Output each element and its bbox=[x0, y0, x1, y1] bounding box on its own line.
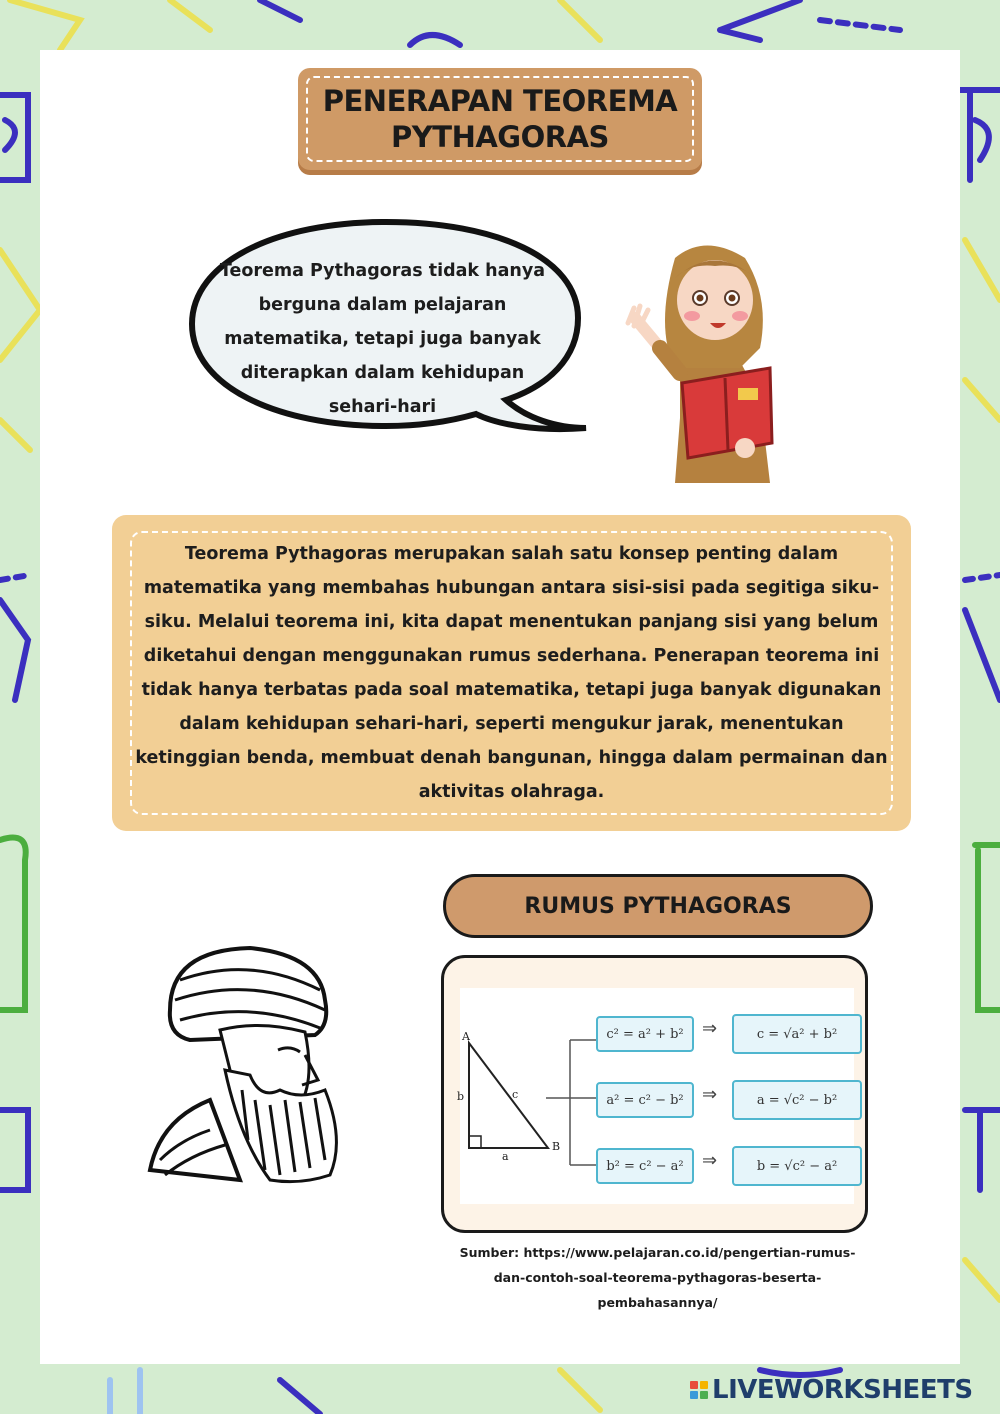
speech-bubble-text: Teorema Pythagoras tidak hanya berguna dalam pelajaran matematika, tetapi juga banyak diterapkan dalam kehidupan sehari-hari bbox=[219, 261, 546, 417]
formula-b-squared: b² = c² − a² bbox=[596, 1148, 694, 1184]
formula-a-squared: a² = c² − b² bbox=[596, 1082, 694, 1118]
source-citation: Sumber: https://www.pelajaran.co.id/pengertian-rumus-dan-contoh-soal-teorema-pythagoras-beserta-pembahasannya/ bbox=[459, 1245, 856, 1310]
formula-panel bbox=[457, 988, 854, 1204]
formula-c-root: c = √a² + b² bbox=[732, 1014, 862, 1054]
formula-card bbox=[441, 955, 868, 1233]
logo-square bbox=[690, 1381, 698, 1389]
logo-square bbox=[700, 1381, 708, 1389]
info-box bbox=[112, 515, 911, 831]
liveworksheets-icon bbox=[690, 1381, 708, 1399]
formula-b-root: b = √c² − a² bbox=[732, 1146, 862, 1186]
side-label-b: b bbox=[457, 1090, 465, 1103]
implies-arrow-icon: ⇒ bbox=[702, 1084, 718, 1105]
formula-c-squared: c² = a² + b² bbox=[596, 1016, 694, 1052]
formula-a-root: a = √c² − b² bbox=[732, 1080, 862, 1120]
info-text: Teorema Pythagoras merupakan salah satu konsep penting dalam matematika yang membahas hubungan antara sisi-sisi pada segitiga siku-siku. Melalui teorema ini, kita dapat menentukan panjang sisi yang belum diketahui dengan menggunakan rumus sederhana. Penerapan teorema ini tidak hanya terbatas pada soal matematika, tetapi juga banyak digunakan dalam kehidupan sehari-hari, seperti mengukur jarak, menentukan ketinggian benda, membuat denah bangunan, hingga dalam permainan dan aktivitas olahraga. bbox=[135, 544, 888, 802]
rumus-header: RUMUS PYTHAGORAS bbox=[443, 874, 873, 938]
logo-square bbox=[690, 1391, 698, 1399]
pythagoras-portrait bbox=[130, 940, 360, 1190]
teacher-illustration bbox=[620, 238, 790, 488]
logo-square bbox=[700, 1391, 708, 1399]
implies-arrow-icon: ⇒ bbox=[702, 1150, 718, 1171]
implies-arrow-icon: ⇒ bbox=[702, 1018, 718, 1039]
liveworksheets-logo[interactable] bbox=[690, 1374, 973, 1406]
info-box-border bbox=[130, 531, 893, 815]
title-line-2: PYTHAGORAS bbox=[391, 120, 609, 154]
title-banner bbox=[298, 68, 702, 170]
page-title bbox=[306, 76, 694, 162]
side-label-a: a bbox=[502, 1150, 509, 1163]
vertex-label-b: B bbox=[552, 1140, 561, 1153]
brand-name: LIVEWORKSHEETS bbox=[712, 1375, 973, 1405]
vertex-label-a: A bbox=[462, 1030, 470, 1043]
title-line-1: PENERAPAN TEOREMA bbox=[322, 84, 678, 118]
side-label-c: c bbox=[512, 1088, 519, 1101]
